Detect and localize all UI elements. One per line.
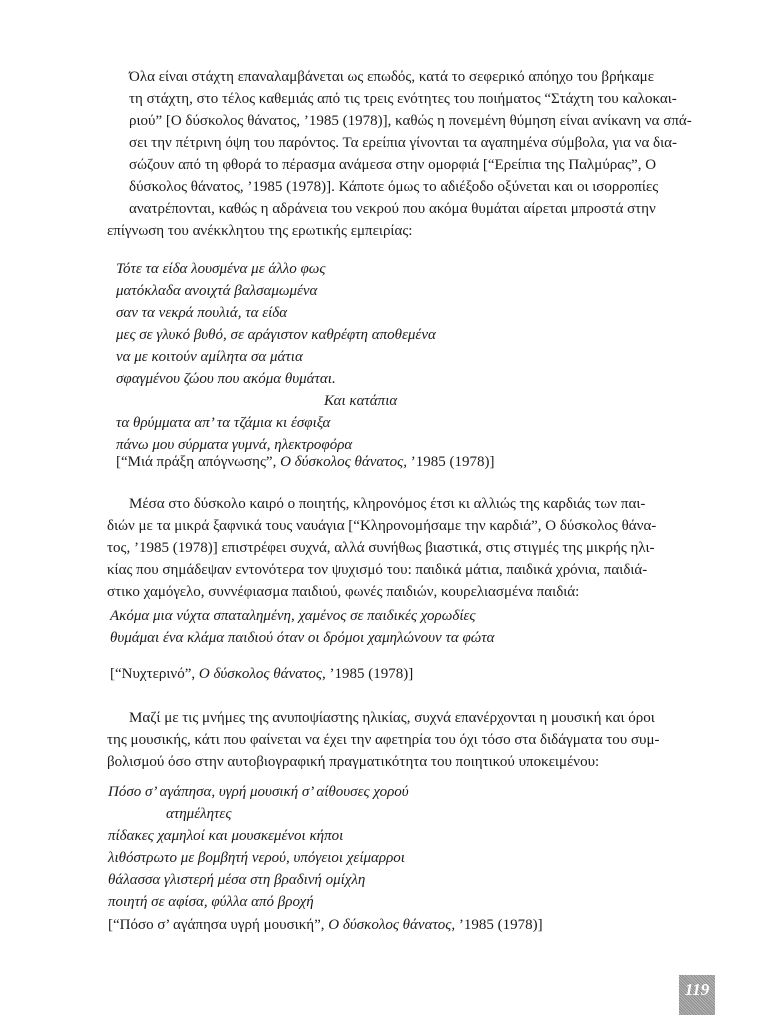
- paragraph-line: ανατρέπονται, καθώς η αδράνεια του νεκρού που ακόμα θυμάται αίρεται μπροστά στην: [129, 201, 656, 217]
- paragraph-line: στικο χαμόγελο, συννέφιασμα παιδιού, φωνές παιδιών, κουρελιασμένα παιδιά:: [107, 584, 580, 600]
- source-title: [“Πόσο σ’ αγάπησα υγρή μουσική”,: [108, 917, 325, 933]
- source-book: Ο δύσκολος θάνατος,: [328, 917, 456, 933]
- paragraph-line: κίας που σημάδεψαν εντονότερα τον ψυχισμό του: παιδικά μάτια, παιδικά χρόνια, παιδιά-: [107, 562, 648, 578]
- poem-quotation-1: [116, 258, 436, 456]
- paragraph-line: της μουσικής, κάτι που φαίνεται να έχει την αφετηρία του όχι τόσο στα διδάγματα του συμ-: [107, 732, 660, 748]
- poem-verse: σφαγμένου ζώου που ακόμα θυμάται.: [116, 371, 336, 387]
- poem-verse: ματόκλαδα ανοιχτά βαλσαμωμένα: [116, 283, 318, 299]
- paragraph-line: Μέσα στο δύσκολο καιρό ο ποιητής, κληρονόμος έτσι κι αλλιώς της καρδιάς των παι-: [129, 496, 646, 512]
- poem-verse: ποιητή σε αφίσα, φύλλα από βροχή: [108, 894, 314, 910]
- paragraph-line: δύσκολος θάνατος, ’1985 (1978)]. Κάποτε όμως το αδιέξοδο οξύνεται και οι ισορροπίες: [129, 179, 659, 195]
- poem-source-1: [116, 451, 494, 473]
- poem-verse: Τότε τα είδα λουσμένα με άλλο φως: [116, 261, 326, 277]
- source-year: ’1985 (1978)]: [458, 917, 543, 933]
- poem-verse: σαν τα νεκρά πουλιά, τα είδα: [116, 305, 288, 321]
- source-year: ’1985 (1978)]: [329, 666, 414, 682]
- poem-source-2: [110, 663, 413, 685]
- poem-verse: Πόσο σ’ αγάπησα, υγρή μουσική σ’ αίθουσες χορού: [108, 784, 409, 800]
- source-title: [“Νυχτερινό”,: [110, 666, 196, 682]
- poem-verse: λιθόστρωτο με βομβητή νερού, υπόγειοι χείμαρροι: [108, 850, 405, 866]
- source-book: Ο δύσκολος θάνατος,: [280, 454, 407, 470]
- poem-verse: ατημέλητες: [166, 806, 232, 822]
- poem-verse: Και κατάπια: [324, 393, 398, 409]
- source-open-bracket: [: [116, 454, 121, 470]
- poem-source-3: [108, 914, 543, 936]
- paragraph-line: Όλα είναι στάχτη επαναλαμβάνεται ως επωδός, κατά το σεφερικό απόηχο του βρήκαμε: [129, 69, 655, 85]
- paragraph-line: διών με τα μικρά ξαφνικά τους ναυάγια [“Κληρονομήσαμε την καρδιά”, Ο δύσκολος θάνα-: [107, 518, 657, 534]
- poem-verse: θυμάμαι ένα κλάμα παιδιού όταν οι δρόμοι χαμηλώνουν τα φώτα: [110, 630, 495, 646]
- poem-verse: Ακόμα μια νύχτα σπαταλημένη, χαμένος σε παιδικές χορωδίες: [110, 608, 476, 624]
- poem-verse: θάλασσα γλιστερή μέσα στη βραδινή ομίχλη: [108, 872, 366, 888]
- poem-quotation-2: [110, 605, 494, 649]
- poem-verse: μες σε γλυκό βυθό, σε αράγιστον καθρέφτη αποθεμένα: [116, 327, 436, 343]
- page-number: 119: [679, 975, 715, 1015]
- poem-verse: πάνω μου σύρματα γυμνά, ηλεκτροφόρα: [116, 437, 353, 453]
- paragraph-line: Μαζί με τις μνήμες της ανυποψίαστης ηλικίας, συχνά επανέρχονται η μουσική και όροι: [129, 710, 655, 726]
- paragraph-line: σει την πέτρινη όψη του παρόντος. Τα ερείπια γίνονται τα αγαπημένα σύμβολα, για να δια-: [129, 135, 678, 151]
- paragraph-line: ριού” [Ο δύσκολος θάνατος, ’1985 (1978)], καθώς η πονεμένη θύμηση είναι ανίκανη να σπά-: [129, 113, 692, 129]
- source-book: Ο δύσκολος θάνατος,: [198, 666, 326, 682]
- poem-verse: τα θρύμματα απ’ τα τζάμια κι έσφιξα: [116, 415, 331, 431]
- paragraph-line: σώζουν από τη φθορά το πέρασμα ανάμεσα στην ομορφιά [“Ερείπια της Παλμύρας”, Ο: [129, 157, 657, 173]
- third-paragraph: [107, 707, 721, 773]
- poem-verse: να με κοιτούν αμίλητα σα μάτια: [116, 349, 303, 365]
- poem-verse: πίδακες χαμηλοί και μουσκεμένοι κήποι: [108, 828, 344, 844]
- paragraph-line: τη στάχτη, στο τέλος καθεμιάς από τις τρεις ενότητες του ποιήματος “Στάχτη του καλοκαι-: [129, 91, 677, 107]
- paragraph-line: βολισμού όσο στην αυτοβιογραφική πραγματικότητα του ποιητικού υποκειμένου:: [107, 754, 600, 770]
- paragraph-line: τος, ’1985 (1978)] επιστρέφει συχνά, αλλά συνήθως βιαστικά, στις στιγμές της μικρής ηλι-: [107, 540, 655, 556]
- poem-quotation-3: [108, 781, 409, 913]
- middle-paragraph: [107, 493, 721, 603]
- source-year: ’1985 (1978)]: [410, 454, 495, 470]
- paragraph-line: επίγνωση του ανέκκλητου της ερωτικής εμπειρίας:: [107, 223, 413, 239]
- source-title: “Μιά πράξη απόγνωσης”,: [121, 454, 277, 470]
- intro-paragraph: [107, 66, 721, 242]
